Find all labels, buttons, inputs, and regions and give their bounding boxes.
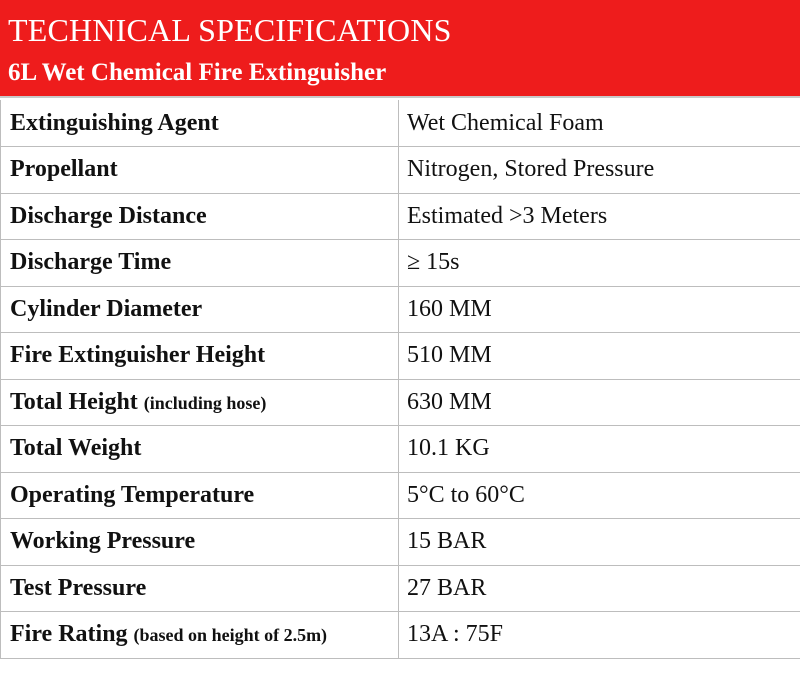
spec-label: Test Pressure (10, 574, 147, 601)
spec-value: 510 MM (399, 333, 800, 380)
spec-label: Operating Temperature (10, 481, 255, 508)
spec-value: Nitrogen, Stored Pressure (399, 147, 800, 194)
table-row (1, 193, 800, 240)
spec-label: Total Height (10, 388, 138, 415)
spec-label-cell (1, 286, 399, 333)
spec-value: 13A : 75F (399, 612, 800, 659)
table-row (1, 472, 800, 519)
spec-label-cell (1, 193, 399, 240)
table-row (1, 100, 800, 147)
spec-value: 5°C to 60°C (399, 472, 800, 519)
spec-value: 27 BAR (399, 565, 800, 612)
table-row (1, 147, 800, 194)
spec-label-cell (1, 333, 399, 380)
spec-label: Discharge Distance (10, 202, 207, 229)
spec-label: Extinguishing Agent (10, 109, 219, 136)
spec-value: Wet Chemical Foam (399, 100, 800, 147)
spec-label-cell (1, 426, 399, 473)
table-row (1, 519, 800, 566)
page-title: TECHNICAL SPECIFICATIONS (8, 12, 452, 48)
spec-label-cell (1, 565, 399, 612)
table-row (1, 426, 800, 473)
spec-value: ≥ 15s (399, 240, 800, 287)
spec-value: Estimated >3 Meters (399, 193, 800, 240)
table-row (1, 612, 800, 659)
page-subtitle: 6L Wet Chemical Fire Extinguisher (8, 59, 387, 86)
spec-label: Total Weight (10, 435, 142, 462)
spec-label-cell (1, 612, 399, 659)
spec-label-cell (1, 472, 399, 519)
spec-label-cell (1, 100, 399, 147)
spec-label-cell (1, 519, 399, 566)
spec-label: Working Pressure (10, 528, 196, 555)
spec-value: 160 MM (399, 286, 800, 333)
spec-label-cell (1, 379, 399, 426)
table-row (1, 333, 800, 380)
spec-value: 630 MM (399, 379, 800, 426)
table-row (1, 379, 800, 426)
spec-note: (including hose) (143, 392, 267, 413)
table-row (1, 240, 800, 287)
spec-label: Fire Rating (10, 621, 128, 648)
spec-label: Cylinder Diameter (10, 295, 203, 322)
header-banner (0, 0, 800, 98)
spec-label-cell (1, 147, 399, 194)
spec-value: 15 BAR (399, 519, 800, 566)
spec-label: Discharge Time (10, 249, 172, 276)
spec-label: Propellant (10, 156, 118, 183)
spec-label-cell (1, 240, 399, 287)
table-row (1, 286, 800, 333)
spec-note: (based on height of 2.5m) (133, 625, 328, 646)
spec-value: 10.1 KG (399, 426, 800, 473)
table-row (1, 565, 800, 612)
spec-table (0, 100, 800, 659)
spec-label: Fire Extinguisher Height (10, 342, 266, 369)
